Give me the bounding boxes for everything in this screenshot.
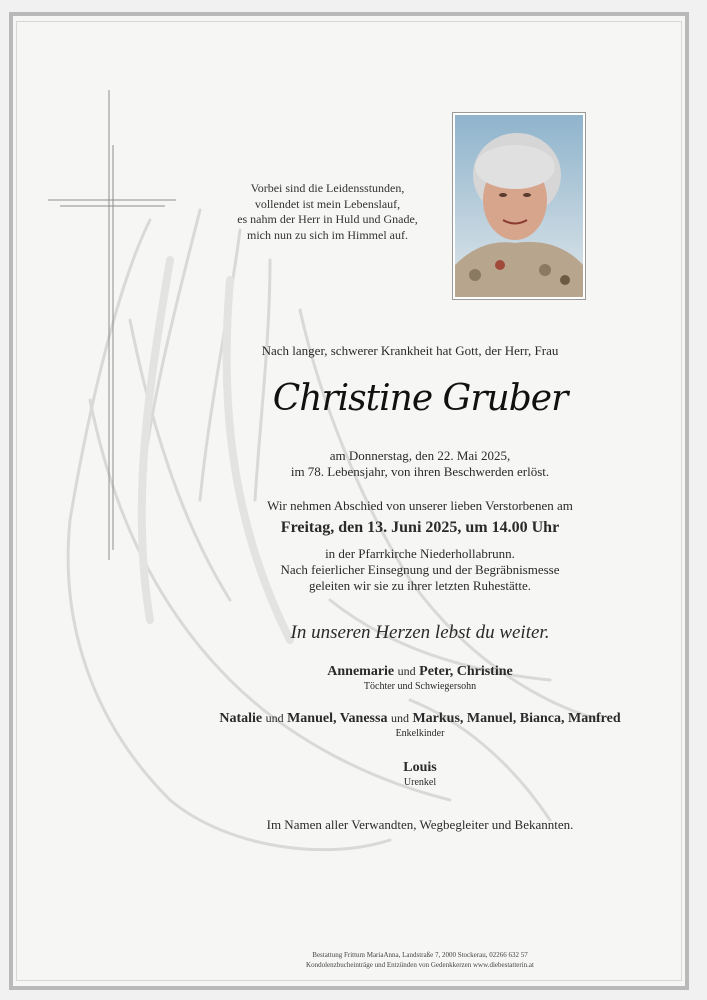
family-group-daughters [170,664,670,692]
family-names [140,711,700,727]
family-group-grandchildren [140,711,700,739]
family-member: Peter, Christine [419,664,513,679]
deceased-name: Christine Gruber [272,378,568,419]
funeral-date: Freitag, den 13. Juni 2025, um 14.00 Uhr [280,519,560,536]
church-line: in der Pfarrkirche Niederhollabrunn. [325,546,515,561]
footer-line: Bestattung Frittum MariaAnna, Landstraße 7, 2000 Stockerau, 02266 632 57 [312,951,528,959]
family-names [200,760,640,776]
farewell-text: Wir nehmen Abschied von unserer lieben Verstorbenen am [267,498,573,513]
family-member: Annemarie [327,664,395,679]
poem-line: mich nun zu sich im Himmel auf. [247,227,408,242]
memorial-poem [220,181,435,243]
family-member: Natalie [219,711,263,726]
motto: In unseren Herzen lebst du weiter. [290,622,550,643]
family-names [170,664,670,680]
church-line: geleiten wir sie zu ihrer letzten Ruhestätte. [309,578,531,593]
family-role: Urenkel [403,777,437,788]
poem-line: vollendet ist mein Lebenslauf, [254,196,401,211]
family-role: Enkelkinder [395,728,445,739]
connector: und [397,664,416,678]
death-line: am Donnerstag, den 22. Mai 2025, [329,448,511,463]
closing-text: Im Namen aller Verwandten, Wegbegleiter und Bekannten. [266,817,574,832]
family-member: Manuel, Vanessa [287,711,388,726]
footer-line: Kondolenzbucheinträge und Entzünden von Gedenkkerzen www.diebestatterin.at [306,961,534,969]
death-line: im 78. Lebensjahr, von ihren Beschwerden erlöst. [290,464,550,479]
family-member: Louis [403,760,437,775]
footer [150,950,690,970]
cross-icon [40,90,180,570]
portrait-image [455,115,583,297]
church-info [210,546,630,594]
connector: und [390,711,409,725]
family-group-great-grandchildren [200,760,640,788]
connector: und [265,711,284,725]
death-notice [220,448,620,480]
church-line: Nach feierlicher Einsegnung und der Begräbnismesse [280,562,560,577]
family-member: Markus, Manuel, Bianca, Manfred [412,711,621,726]
poem-line: es nahm der Herr in Huld und Gnade, [237,212,418,226]
intro-text: Nach langer, schwerer Krankheit hat Gott, der Herr, Frau [261,343,559,358]
family-role: Töchter und Schwiegersohn [363,681,477,692]
poem-line: Vorbei sind die Leidensstunden, [250,181,405,195]
portrait-photo [452,112,586,300]
